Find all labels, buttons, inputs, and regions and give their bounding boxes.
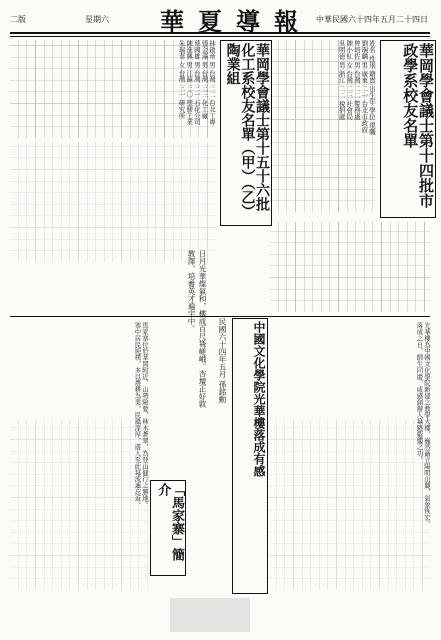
roster-line: 姓名 性別 籍貫 出生年 學位 現職 <box>368 40 376 135</box>
roster-line: 陳進興 男 江蘇 三〇 塑膠工業 <box>185 40 194 125</box>
issue-date: 中華民國六十四年五月二十四日 <box>316 15 428 24</box>
roster-line: 張金藻 男 台灣 三三 化工廠 <box>200 40 209 119</box>
masthead <box>10 4 430 34</box>
article-2-headline: 華岡學會議士第十五十六批化工系校友名單（甲）（乙）陶業組 <box>220 40 272 226</box>
article-2-roster <box>10 40 215 138</box>
article-3-byline: 民國六十四年五月 孫銘勳 <box>218 318 227 403</box>
article-4-headline: 「馬家寨」簡介 <box>150 480 186 576</box>
body-paragraph: 馬家寨位於華岡附近，山勢險要，林木蒼翠，為登山健行之勝地。 <box>141 322 149 508</box>
article-3-poem: 日月光華燦氣和，樓成百尺聳嵯峨。杏壇正好敦教澤，培養英才遍宇中。 <box>187 250 207 408</box>
roster-line: 曾培佐 男 台灣 二二 警務處 <box>352 40 361 120</box>
body-paragraph: 寨中居民純樸，多以農耕為業，民風淳厚，遊人至此每流連忘返。 <box>133 322 142 508</box>
watermark-stamp <box>170 598 250 632</box>
roster-line: 吳明德 男 浙江 二二 稅捐處 <box>337 40 346 120</box>
page-number: 二版 <box>10 15 26 24</box>
roster-line: 陳小紅 女 台灣 二三 社會局 <box>345 40 354 120</box>
roster-line: 朱瑞華 女 台灣 三一 研究所 <box>177 40 186 119</box>
newspaper-title: 華夏導報 <box>160 7 312 36</box>
roster-line: 蔡國雄 男 台灣 三一 石化公司 <box>192 40 201 125</box>
body-paragraph: 光華樓為中國文化學院新建之教學大樓，巍然矗立陽明山麓，氣象恢宏。 <box>423 322 431 527</box>
weekday: 星期六 <box>85 15 109 24</box>
roster-line: 劉瑞麟 男 廣東 二一 台北市政府 <box>360 40 369 133</box>
article-3-headline: 中國文化學院光華樓落成有感 <box>232 318 268 594</box>
body-paragraph: 落成之日，師生同慶，咸感創辦人篳路藍縷之功。 <box>415 322 424 463</box>
article-1-roster <box>270 40 375 212</box>
roster-line: 林啟章 男 台灣 三二 台北工專 <box>208 40 216 125</box>
article-1-headline: 華岡學會議士第十四批市政學系校友名單 <box>380 40 436 218</box>
